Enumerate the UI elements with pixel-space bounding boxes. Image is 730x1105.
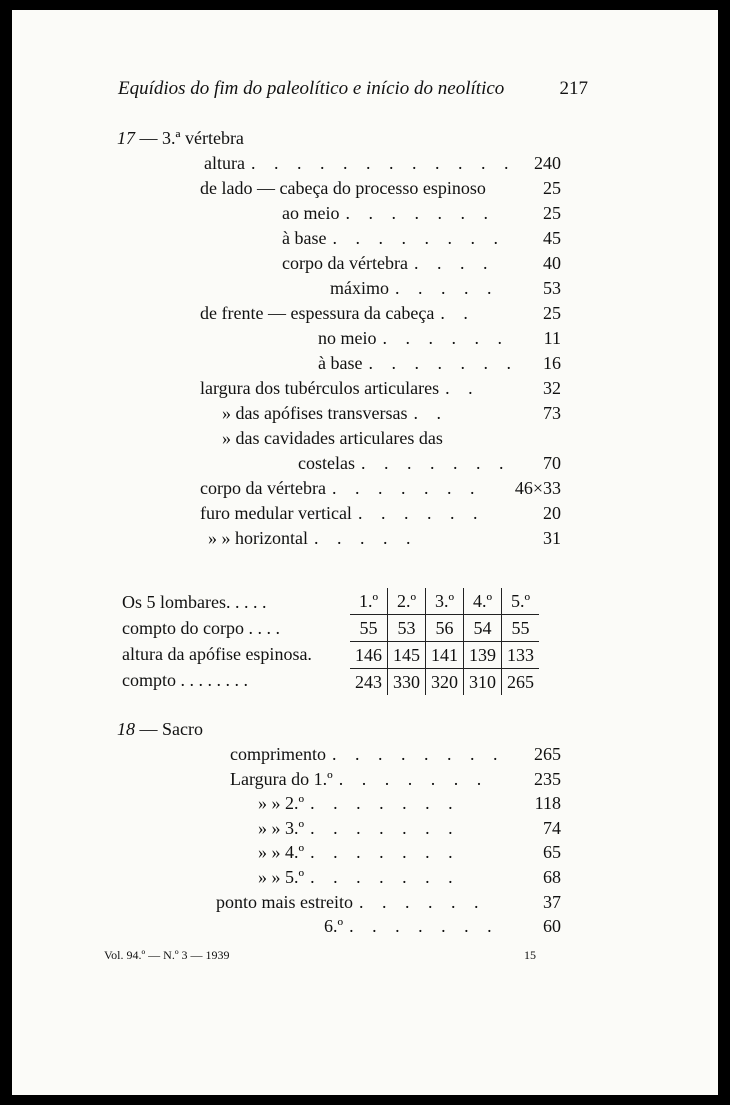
lombares-cell: 265 bbox=[507, 671, 534, 692]
section17-leader-dots: . . . . . . . . . . . . bbox=[250, 153, 516, 173]
section17-row bbox=[282, 201, 495, 225]
section17-row bbox=[200, 301, 475, 325]
section18-label: comprimento bbox=[230, 744, 326, 764]
section17-value: 46×33 bbox=[514, 478, 561, 498]
section17-leader-dots: . . . . . . bbox=[382, 328, 509, 348]
section17-value: 16 bbox=[543, 353, 561, 373]
section18-value: 65 bbox=[543, 842, 561, 863]
section18-row bbox=[230, 767, 488, 791]
section17-label: » » horizontal bbox=[208, 528, 308, 548]
section17-label: de lado — cabeça do processo espinoso bbox=[200, 178, 486, 198]
lombares-row-label: altura da apófise espinosa. bbox=[122, 644, 312, 664]
section17-row bbox=[330, 276, 499, 300]
section18-row bbox=[324, 914, 499, 938]
section17-leader-dots: . . bbox=[413, 403, 448, 423]
section17-row bbox=[200, 376, 480, 400]
section17-leader-dots: . . . . . . . bbox=[360, 453, 511, 473]
section18-label: » » 5.º bbox=[258, 867, 305, 887]
section18-value: 235 bbox=[534, 768, 561, 789]
section18-leader-dots: . . . . . . bbox=[358, 891, 486, 912]
section17-row bbox=[318, 326, 509, 350]
section18-row bbox=[258, 816, 460, 840]
header-title: Equídios do fim do paleolítico e início do neolítico bbox=[118, 78, 505, 99]
section17-row bbox=[222, 426, 449, 450]
section18-leader-dots: . . . . . . . bbox=[310, 867, 460, 887]
section18-number: 18 bbox=[117, 719, 135, 739]
section17-value: 70 bbox=[543, 453, 561, 473]
section17-row bbox=[282, 226, 505, 250]
section17-label: ao meio bbox=[282, 203, 340, 223]
section17-leader-dots: . . . . . . . . bbox=[332, 228, 505, 248]
section18-value: 37 bbox=[543, 891, 561, 912]
section18-leader-dots: . . . . . . . bbox=[338, 768, 489, 789]
section17-label: » das cavidades articulares das bbox=[222, 428, 443, 448]
section17-row bbox=[298, 451, 510, 475]
running-header bbox=[118, 78, 588, 100]
document-page bbox=[12, 10, 718, 1095]
section18-leader-dots: . . . . . . . bbox=[310, 817, 460, 838]
lombares-row-label: compto do corpo . . . . bbox=[122, 618, 280, 638]
section18-leader-dots: . . . . . . . . bbox=[331, 744, 505, 764]
lombares-cell: 310 bbox=[464, 669, 502, 696]
section18-value: 74 bbox=[543, 817, 561, 838]
section18-label: » » 2.º bbox=[258, 793, 305, 814]
lombares-cell: 55 bbox=[350, 615, 388, 642]
lombares-cell: 141 bbox=[426, 642, 464, 669]
section17-leader-dots: . . . . . bbox=[395, 278, 499, 298]
section17-value: 11 bbox=[543, 328, 561, 348]
section17-label: furo medular vertical bbox=[200, 503, 352, 523]
section17-label: corpo da vértebra bbox=[282, 253, 408, 273]
lombares-cell: 330 bbox=[388, 669, 426, 696]
lombares-cell: 320 bbox=[426, 669, 464, 696]
section18-value: 118 bbox=[534, 793, 561, 814]
section18-label: 6.º bbox=[324, 916, 344, 937]
lombares-header-cell: 2.º bbox=[388, 588, 426, 615]
lombares-table bbox=[350, 588, 539, 695]
section18-label: » » 3.º bbox=[258, 817, 305, 838]
section17-row bbox=[200, 176, 492, 200]
footer-signature: 15 bbox=[524, 948, 536, 962]
section17-value: 45 bbox=[543, 228, 561, 248]
section17-value: 53 bbox=[543, 278, 561, 298]
section17-leader-dots: . . . . . . . bbox=[345, 203, 495, 223]
section17-value: 25 bbox=[543, 178, 561, 198]
section17-label: corpo da vértebra bbox=[200, 478, 326, 498]
section17-label: de frente — espessura da cabeça bbox=[200, 303, 435, 323]
section17-label: largura dos tubérculos articulares bbox=[200, 378, 440, 398]
lombares-cell: 55 bbox=[502, 615, 540, 642]
lombares-cell: 53 bbox=[388, 615, 426, 642]
lombares-cell: 145 bbox=[388, 642, 426, 669]
section18-value: 60 bbox=[543, 916, 561, 937]
section18-row bbox=[216, 890, 485, 914]
section17-value: 25 bbox=[543, 203, 561, 223]
lombares-header-cell: 3.º bbox=[426, 588, 464, 615]
section18-title: — Sacro bbox=[139, 719, 203, 739]
lombares-cell: 146 bbox=[350, 642, 388, 669]
section18-leader-dots: . . . . . . . bbox=[310, 842, 460, 863]
section18-row bbox=[258, 840, 460, 864]
section17-leader-dots: . . . . . bbox=[313, 528, 418, 548]
section17-leader-dots: . . bbox=[445, 378, 480, 398]
section17-value: 20 bbox=[543, 503, 561, 523]
section17-value: 240 bbox=[534, 153, 561, 173]
section17-row bbox=[222, 401, 448, 425]
section17-title: — 3.ª vértebra bbox=[139, 128, 244, 148]
page-number: 217 bbox=[559, 78, 588, 99]
section18-row bbox=[258, 791, 460, 815]
section17-row bbox=[208, 526, 417, 550]
section18-leader-dots: . . . . . . . bbox=[349, 916, 499, 937]
lombares-cell: 139 bbox=[464, 642, 502, 669]
lombares-header-cell: 4.º bbox=[464, 588, 502, 615]
lombares-row-label: Os 5 lombares. . . . . bbox=[122, 592, 267, 612]
section17-leader-dots: . . . . . . . bbox=[331, 478, 482, 498]
section17-leader-dots: . . . . bbox=[413, 253, 495, 273]
section17-label: costelas bbox=[298, 453, 355, 473]
section17-heading bbox=[117, 126, 244, 150]
footer-volume: Vol. 94.º — N.º 3 — 1939 bbox=[104, 948, 230, 962]
section17-value: 40 bbox=[543, 253, 561, 273]
section17-label: máximo bbox=[330, 278, 389, 298]
section18-label: ponto mais estreito bbox=[216, 891, 353, 912]
section17-row bbox=[200, 501, 484, 525]
section18-row bbox=[230, 742, 504, 766]
section17-label: à base bbox=[282, 228, 327, 248]
section17-label: no meio bbox=[318, 328, 377, 348]
section17-value: 31 bbox=[543, 528, 561, 548]
lombares-row-label: compto . . . . . . . . bbox=[122, 670, 248, 690]
section17-value: 25 bbox=[543, 303, 561, 323]
section18-leader-dots: . . . . . . . bbox=[310, 793, 460, 814]
section17-leader-dots: . . . . . . bbox=[357, 503, 485, 523]
lombares-header-cell: 1.º bbox=[350, 588, 388, 615]
lombares-header-cell: 5.º bbox=[502, 588, 540, 615]
lombares-cell: 54 bbox=[464, 615, 502, 642]
lombares-cell: 133 bbox=[502, 642, 540, 669]
section17-value: 73 bbox=[543, 403, 561, 423]
section18-value: 68 bbox=[543, 867, 561, 887]
section17-row bbox=[282, 251, 494, 275]
section17-row bbox=[204, 151, 515, 175]
section17-number: 17 bbox=[117, 128, 135, 148]
section17-leader-dots: . . bbox=[440, 303, 475, 323]
section17-label: » das apófises transversas bbox=[222, 403, 408, 423]
section18-row bbox=[258, 865, 460, 889]
section17-label: altura bbox=[204, 153, 245, 173]
section17-leader-dots: . . . . . . . bbox=[368, 353, 518, 373]
lombares-cell: 243 bbox=[350, 669, 388, 696]
lombares-cell: 56 bbox=[426, 615, 464, 642]
section18-label: » » 4.º bbox=[258, 842, 305, 863]
section18-heading bbox=[117, 717, 203, 741]
section17-label: à base bbox=[318, 353, 363, 373]
section17-value: 32 bbox=[543, 378, 561, 398]
section17-value bbox=[501, 426, 561, 450]
section17-row bbox=[318, 351, 518, 375]
section18-label: Largura do 1.º bbox=[230, 768, 333, 789]
section18-value: 265 bbox=[534, 744, 561, 764]
section17-row bbox=[200, 476, 481, 500]
